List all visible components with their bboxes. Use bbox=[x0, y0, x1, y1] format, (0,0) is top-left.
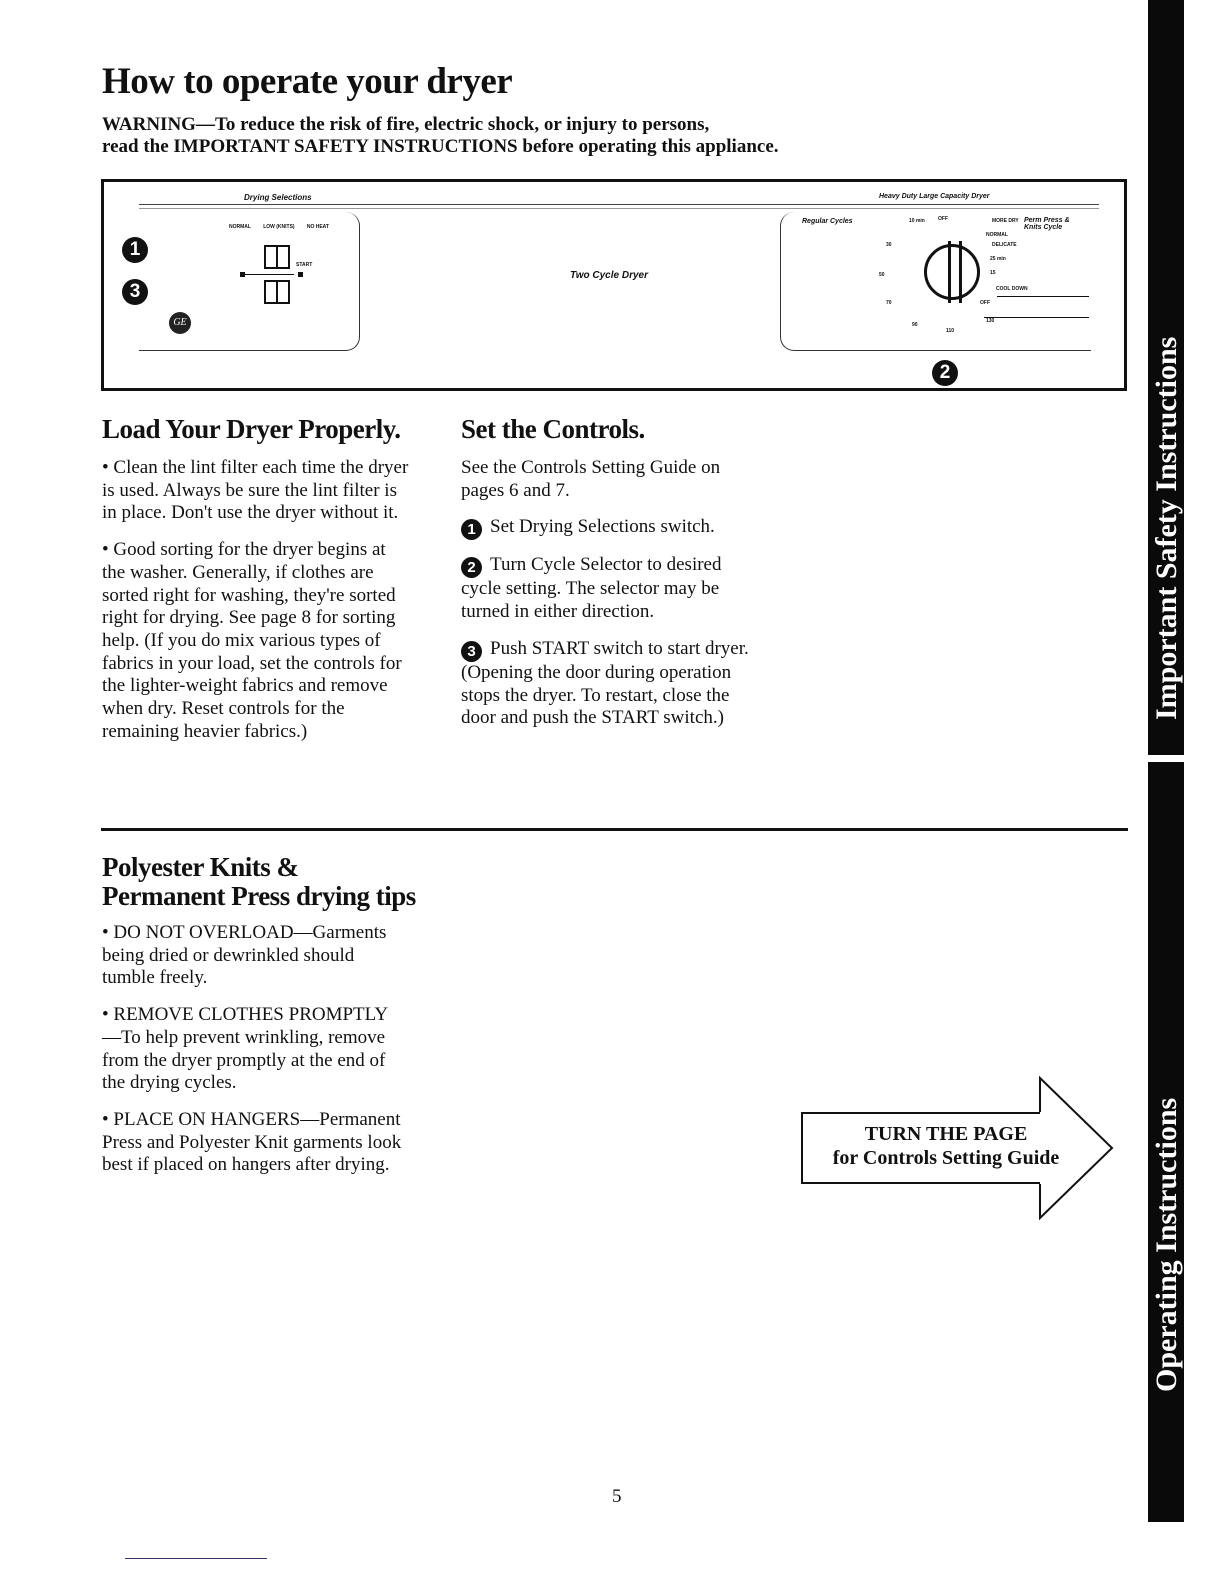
tip-paragraph: • REMOVE CLOTHES PROMPTLY—To help prevent wrinkling, remove from the dryer promptly at the end of the drying cycles. bbox=[102, 1004, 389, 1094]
drying-selections-switch[interactable] bbox=[264, 245, 290, 269]
controls-heading: Set the Controls. bbox=[461, 414, 645, 444]
callout-1: 1 bbox=[122, 237, 148, 263]
start-label: START bbox=[296, 262, 313, 268]
warning-line-1: WARNING—To reduce the risk of fire, electric shock, or injury to persons, bbox=[102, 114, 710, 135]
regular-cycles-label: Regular Cycles bbox=[802, 218, 853, 225]
page-number: 5 bbox=[612, 1486, 622, 1507]
controls-intro: See the Controls Setting Guide on pages 6 and 7. bbox=[461, 457, 721, 501]
control-panel-diagram: Drying Selections Heavy Duty Large Capacity Dryer 1 3 NORMAL LOW (KNITS) NO HEAT START GE Two Cycle Dryer Regular Cycles Perm Press & Knits Cycle OFF 10 min 30 50 70 90 110 130 MORE DRY NORMAL DELICATE 25 min 15 COOL DOWN OFF 2 bbox=[101, 179, 1127, 391]
step-1: 1 Set Drying Selections switch. bbox=[461, 516, 766, 540]
tips-heading: Polyester Knits & Permanent Press drying tips bbox=[102, 852, 416, 911]
load-section bbox=[102, 457, 412, 757]
selection-normal: NORMAL bbox=[229, 224, 251, 230]
start-switch[interactable] bbox=[264, 280, 290, 304]
side-tab-operating: Operating Instructions bbox=[1148, 762, 1184, 1522]
page-title: How to operate your dryer bbox=[102, 61, 513, 102]
turn-page-callout: TURN THE PAGE for Controls Setting Guide bbox=[832, 1123, 1060, 1169]
selection-no-heat: NO HEAT bbox=[306, 224, 329, 230]
dial-off-label: OFF bbox=[938, 216, 948, 222]
cycle-selector-dial[interactable] bbox=[924, 244, 980, 300]
ge-logo: GE bbox=[169, 312, 191, 334]
tips-section bbox=[102, 922, 402, 1191]
perm-press-label: Perm Press & Knits Cycle bbox=[1024, 217, 1070, 231]
callout-2: 2 bbox=[932, 360, 958, 386]
tip-paragraph: • PLACE ON HANGERS—Permanent Press and Polyester Knit garments look best if placed on hangers after drying. bbox=[102, 1108, 402, 1176]
drying-selections-label: Drying Selections bbox=[244, 193, 312, 202]
warning-line-2: read the IMPORTANT SAFETY INSTRUCTIONS before operating this appliance. bbox=[102, 136, 779, 157]
controls-section bbox=[461, 457, 766, 744]
side-tab-safety: Important Safety Instructions bbox=[1148, 0, 1184, 755]
warning bbox=[102, 114, 779, 158]
step-3: 3 Push START switch to start dryer. (Opening the door during operation stops the dryer. To restart, close the door and push the START switch.) bbox=[461, 637, 749, 729]
step-2: 2 Turn Cycle Selector to desired cycle setting. The selector may be turned in either direction. bbox=[461, 554, 722, 623]
callout-3: 3 bbox=[122, 279, 148, 305]
tip-paragraph: • DO NOT OVERLOAD—Garments being dried or dewrinkled should tumble freely. bbox=[102, 922, 387, 989]
selection-low: LOW (KNITS) bbox=[263, 224, 295, 230]
load-paragraph: • Good sorting for the dryer begins at the washer. Generally, if clothes are sorted right for washing, they're sorted right for drying. See page 8 for sorting help. (If you do mix various types of fabrics in your load, set the controls for the lighter-weight fabrics and remove when dry. Reset controls for the remaining heavier fabrics.) bbox=[102, 539, 402, 742]
load-paragraph: • Clean the lint filter each time the dryer is used. Always be sure the lint filter is in place. Don't use the dryer without it. bbox=[102, 457, 409, 524]
dryer-model-label: Heavy Duty Large Capacity Dryer bbox=[879, 193, 990, 200]
section-divider bbox=[101, 828, 1128, 831]
load-heading: Load Your Dryer Properly. bbox=[102, 414, 401, 444]
two-cycle-label: Two Cycle Dryer bbox=[570, 270, 648, 281]
